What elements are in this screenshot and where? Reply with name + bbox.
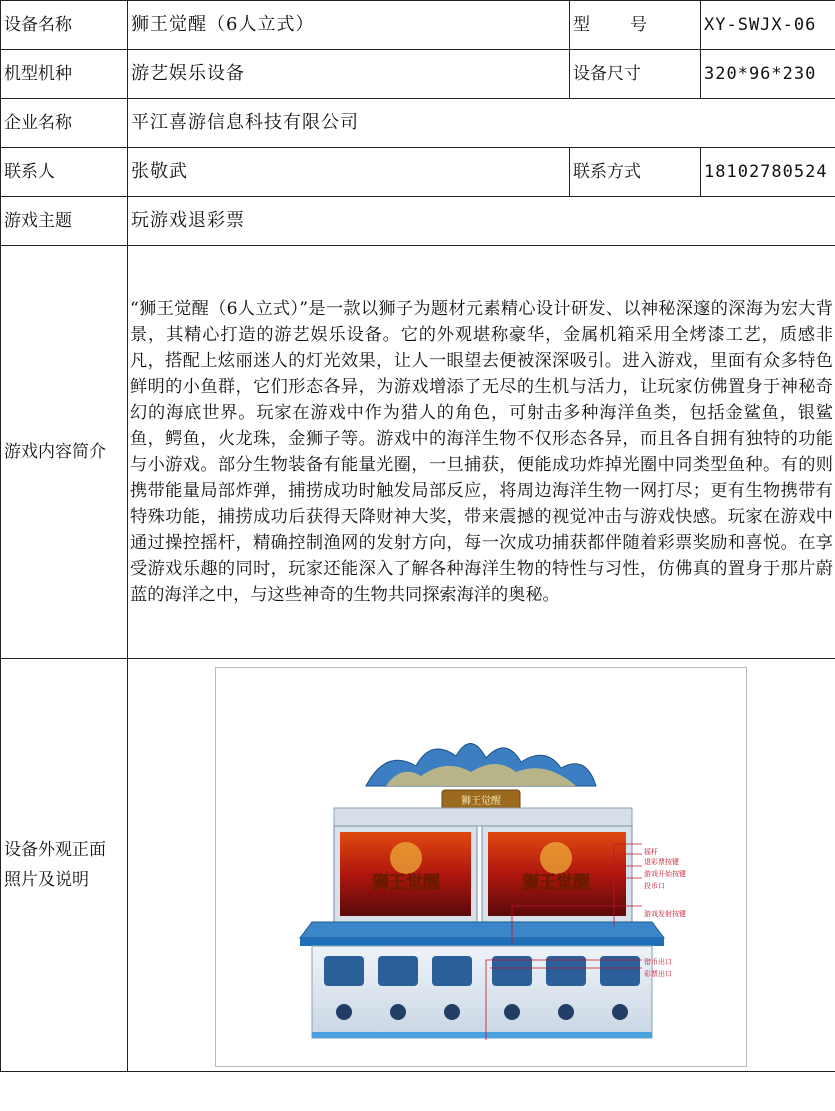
callout-coin-exit: 错币出口 <box>644 958 672 966</box>
callout-coin-slot: 投币口 <box>644 882 665 890</box>
size-value: 320*96*230 <box>701 50 835 99</box>
control-deck <box>300 922 664 938</box>
intro-text: “狮王觉醒（6人立式）”是一款以狮子为题材元素精心设计研发、以神秘深邃的深海为宏大背景，其精心打造的游艺娱乐设备。它的外观堪称豪华，金属机箱采用全烤漆工艺，质感非凡，搭配上炫丽迷人的灯光效果，让人一眼望去便被深深吸引。进入游戏，里面有众多特色鲜明的小鱼群，它们形态各异，为游戏增添了无尽的生机与活力，让玩家仿佛置身于神秘奇幻的海底世界。玩家在游戏中作为猎人的角色，可射击多种海洋鱼类，包括金鲨鱼，银鲨鱼，鳄鱼，火龙珠，金狮子等。游戏中的海洋生物不仅形态各异，而且各自拥有独特的功能与小游戏。部分生物装备有能量光圈，一旦捕获，便能成功炸掉光圈中同类型鱼种。有的则携带能量局部炸弹，捕捞成功时触发局部反应，将周边海洋生物一网打尽；更有生物携带有特殊功能，捕捞成功后获得天降财神大奖，带来震撼的视觉冲击与游戏快感。玩家在游戏中通过操控摇杆，精确控制渔网的发射方向，每一次成功捕获都伴随着彩票奖励和喜悦。在享受游戏乐趣的同时，玩家还能深入了解各种海洋生物的特性与习性，仿佛真的置身于那片蔚蓝的海洋之中，与这些神奇的生物共同探索海洋的奥秘。 <box>128 246 835 659</box>
contact-value: 张敬武 <box>128 148 570 197</box>
theme-value: 玩游戏退彩票 <box>128 197 835 246</box>
theme-label: 游戏主题 <box>1 197 128 246</box>
phone-value: 18102780524 <box>701 148 835 197</box>
marquee-title: 狮王觉醒 <box>461 796 501 807</box>
device-name-label: 设备名称 <box>1 1 128 50</box>
callout-joystick: 摇杆 <box>644 848 658 856</box>
phone-label: 联系方式 <box>570 148 701 197</box>
device-name-value: 狮王觉醒（6人立式） <box>128 1 570 50</box>
category-value: 游艺娱乐设备 <box>128 50 570 99</box>
row-contact <box>1 148 835 197</box>
photo-label-line1: 设备外观正面 <box>4 840 106 860</box>
model-value: XY-SWJX-06 <box>701 1 835 50</box>
intro-label: 游戏内容简介 <box>1 246 128 659</box>
left-screen-title: 狮王觉醒 <box>372 873 440 893</box>
callout-ticket-return: 退彩票按键 <box>644 858 679 866</box>
row-company <box>1 99 835 148</box>
callout-ticket-exit: 彩票出口 <box>644 970 672 978</box>
row-photo <box>1 659 835 1072</box>
device-photo <box>215 667 747 1067</box>
company-label: 企业名称 <box>1 99 128 148</box>
right-screen-title: 狮王觉醒 <box>522 873 590 893</box>
size-label: 设备尺寸 <box>570 50 701 99</box>
callout-fire-button: 游戏发射按键 <box>644 910 686 918</box>
callout-start-button: 游戏开始按键 <box>644 870 686 878</box>
contact-label: 联系人 <box>1 148 128 197</box>
photo-cell <box>128 659 835 1072</box>
photo-label-line2: 照片及说明 <box>4 870 89 890</box>
row-device-name <box>1 1 835 50</box>
row-theme <box>1 197 835 246</box>
company-value: 平江喜游信息科技有限公司 <box>128 99 835 148</box>
category-label: 机型机种 <box>1 50 128 99</box>
row-intro <box>1 246 835 659</box>
model-label: 型 号 <box>570 1 701 50</box>
photo-label <box>1 659 128 1072</box>
row-category <box>1 50 835 99</box>
